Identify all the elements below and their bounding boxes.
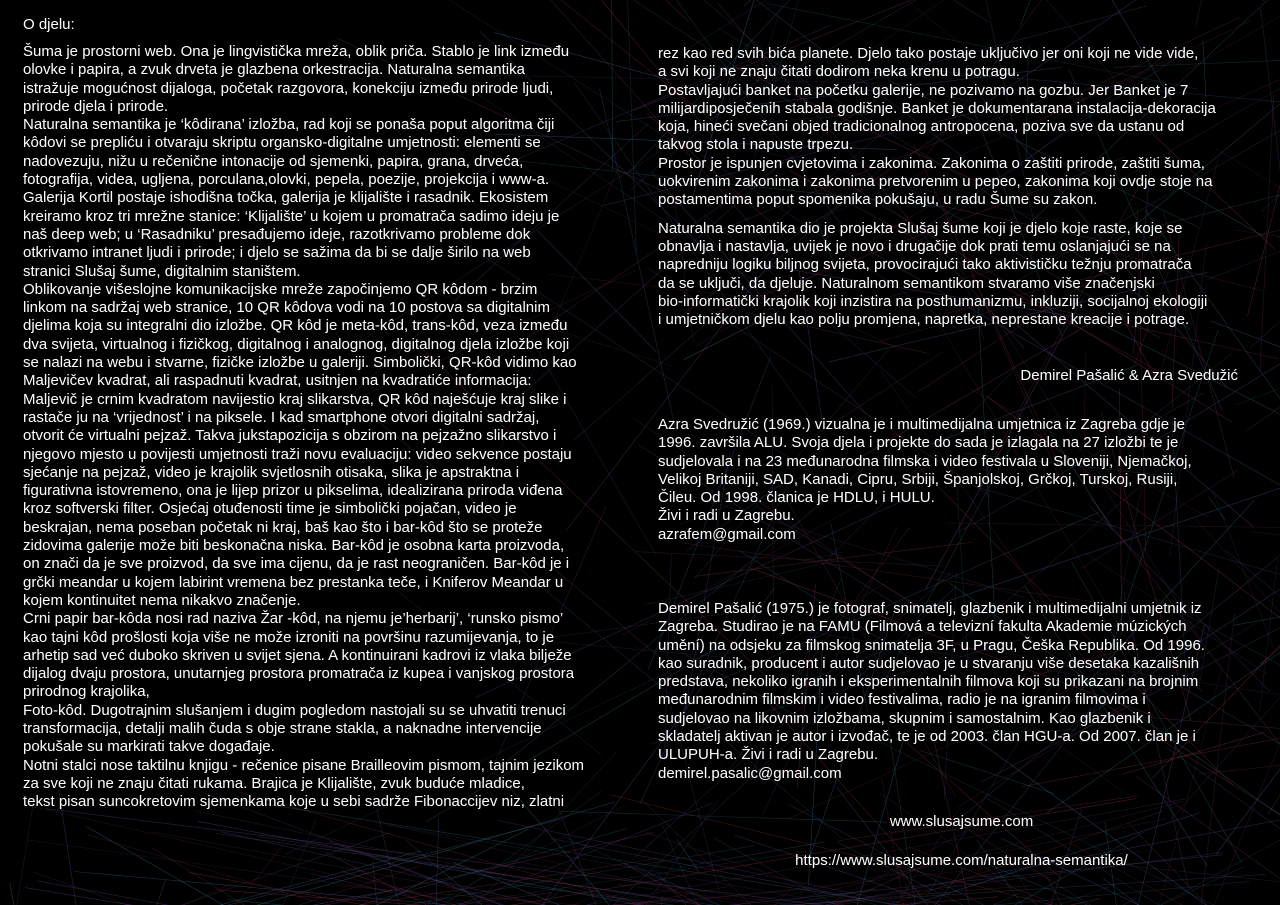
background-line — [1099, 0, 1265, 2]
background-line — [87, 827, 310, 905]
background-line — [636, 552, 941, 566]
bio-text: Azra Svedružić (1969.) vizualna je i multimedijalna umjetnica iz Zagreba gdje je 1996. završila ALU. Svoja djela i projekte do sada je izlagala na 27 izložbi te je sudjelovala i na 23 međunarodna filmska i video festivala u Sloveniji, Njemačkoj, Velikoj Britaniji, SAD, Kanadi, Cipru, Srbiji, Španjolskoj, Grčkoj, Turskoj, Rusiji, Čileu. Od 1998. članica je HDLU, i HULU. — [658, 416, 1192, 507]
project-page-link[interactable]: https://www.slusajsume.com/naturalna-semantika/ — [795, 852, 1128, 869]
bio-text: Demirel Pašalić (1975.) je fotograf, snimatelj, glazbenik i multimedijalni umjetnik iz Zagreba. Studirao je na FAMU (Filmová a televizní fakulta Akademie múzických umění) na odsjeku za filmskog snimatelja 3F, u Pragu, Češka Republika. Od 1996. kao suradnik, producent i autor sudjelovao je u stvaranju više desetaka kazališnih predstava, nekoliko igranih i eksperimentalnih filmova koji su prikazani na brojnim međunarodnim filmskim i video festivalima, radio je na igranim filmovima i sudjelovao na likovnim izložbama, skupnim i samostalnim. Kao glazbenik i skladatelj aktivan je autor i izvođač, te je od 2003. član HGU-a. Od 2007. član je i ULUPUH-a. Živi i radi u Zagrebu. — [658, 600, 1205, 764]
paragraph: rez kao red svih bića planete. Djelo tako postaje uključivo jer oni koji ne vide vide, a svi koji ne znaju čitati dodirom neka krenu u potragu. — [658, 45, 1199, 81]
background-line — [1247, 315, 1280, 430]
background-line — [1146, 354, 1232, 423]
paragraph: Naturalna semantika dio je projekta Slušaj šume koji je djelo koje raste, koje se obnavlja i nastavlja, uvijek je novo i drugačije dok prati temu oslanjajući se na napredniju logiku biljnog svijeta, provocirajući tako aktivističku težnju promatrača da se uključi, da djeluje. Naturalnom semantikom stvaramo više značenjski bio-informatički krajolik koji inzistira na posthumanizmu, inkluziji, socijalnoj ekologiji i umjetničkom djelu kao polju promjena, napretka, neprestane kreacije i potrage. — [658, 219, 1208, 329]
background-line — [1027, 898, 1136, 905]
page-heading: O djelu: — [23, 16, 75, 33]
background-line — [53, 890, 392, 905]
paragraph: Foto-kôd. Dugotrajnim slušanjem i dugim pogledom nastojali su se uhvatiti trenuci transformacija, detalji malih čuda s obje strane stakla, a naknadne intervencije pokušale su markirati takve događaje. — [23, 701, 566, 756]
email-azra: azrafem@gmail.com — [658, 525, 796, 543]
paragraph: Naturalna semantika je ‘kôdirana’ izložba, rad koji se ponaša poput algoritma čiji kôdovi se prepliću i otvaraju skriptu organsko-digitalne umjetnosti: elementi se nadovezuju, nižu u rečenične intonacije od sjemenki, papira, grana, drveća, fotografija, videa, ugljena, porculana,olovki, pepela, poezije, projekcija i www-a. Galerija Kortil postaje ishodišna točka, galerija je klijalište i rasadnik. Ekosistem kreiramo kroz tri mrežne stanice: ‘Klijalište’ u kojem u promatrača sadimo ideju je naš deep web; u ‘Rasadniku’ presađujemo ideje, razotkrivamo probleme dok otkrivamo intranet ljudi i prirode; i djelo se sažima da bi se dalje širilo na web stranici Slušaj šume, digitalnim staništem. — [23, 116, 560, 280]
right-text-column — [658, 45, 1273, 329]
bio-azra-svedruzic — [658, 416, 1258, 544]
background-line — [612, 795, 1254, 905]
bio-demirel-pasalic — [658, 600, 1258, 783]
paragraph: Oblikovanje višeslojne komunikacijske mreže započinjemo QR kôdom - brzim linkom na sadržaj web stranice, 10 QR kôdova vodi na 10 postova sa digitalnim djelima koja su integralni dio izložbe. QR kôd je meta-kôd, trans-kôd, veza između dva svijeta, virtualnog i fizičkog, digitalnog i analognog, digitalnog djela izložbe koji se nalazi na webu i stvarne, fizičke izložbe u galeriji. Simbolički, QR-kôd vidimo kao Maljevičev kvadrat, ali raspadnuti kvadrat, usitnjen na kvadratiće informacija: Maljevič je crnim kvadratom navijestio kraj slikarstva, QR kôd naješćuje kraj slike i rastače ju na ‘vrijednost’ i na piksele. I kad smartphone otvori digitalni sadržaj, otvorit će virtualni pejzaž. Takva jukstapozicija s obzirom na pejzažno slikarstvo i njegovo mjesto u povijesti umjetnosti traži novu evaluaciju: video sekvence postaju sjećanje na pejzaž, video je krajolik svjetlosnih otisaka, slika je apstraktna i figurativna istovremeno, ona je lijep prizor u pikselima, idealizirana priroda viđena kroz softverski filter. Osjećaj otuđenosti time je simbolički pojačan, video je beskrajan, nema poseban početak ni kraj, baš kao što i bar-kôd što se proteže zidovima galerije može biti beskonačna niska. Bar-kôd je osobna karta proizvoda, on znači da je sve proizvod, da sve ima cijenu, da je rast neograničen. Bar-kôd je i grčki meandar u kojem labirint vremena bez prestanka teče, i Kniferov Meandar u kojem kontinuitet nema nikakvo značenje. — [23, 280, 577, 609]
authors-signature: Demirel Pašalić & Azra Svedužić — [1020, 367, 1238, 384]
background-line — [1276, 235, 1280, 419]
left-text-column — [23, 43, 643, 811]
background-line — [406, 841, 540, 905]
background-line — [9, 799, 34, 905]
paragraph: Postavljajući banket na početku galerije, ne pozivamo na gozbu. Jer Banket je 7 milijardiposječenih stabala godišnje. Banket je dokumentarana instalacija-dekoracija koja, hineći svečani objed tradicionalnog antropocena, poziva sve da ustanu od takvog stola i napuste trpezu. — [658, 81, 1216, 154]
background-line — [435, 819, 439, 905]
background-line — [744, 0, 905, 6]
bio-text: Živi i radi u Zagrebu. — [658, 507, 795, 525]
paragraph: Prostor je ispunjen cvjetovima i zakonima. Zakonima o zaštiti prirode, zaštiti šuma, uokvirenim zakonima i zakonima pretvorenim u pepeo, zakonima koji ovdje stoje na postamentima poput spomenika pokušaju, u radu Šume su zakon. — [658, 154, 1213, 209]
background-line — [830, 0, 989, 22]
paragraph: Notni stalci nose taktilnu knjigu - rečenice pisane Brailleovim pismom, tajnim jezikom za sve koji ne znaju čitati rukama. Brajica je Klijalište, zvuk buduće mladice, tekst pisan suncokretovim sjemenkama koje u sebi sadrže Fibonaccijev niz, zlatni — [23, 756, 585, 811]
website-link[interactable]: www.slusajsume.com — [889, 813, 1034, 830]
background-line — [100, 833, 653, 905]
paragraph: Crni papir bar-kôda nosi rad naziva Žar -kôd, na njemu je’herbarij’, ‘runsko pismo’ kao tajni kôd prošlosti koja više ne može izroniti na površinu razumijevanja, to je arhetip sad već duboko skriven u svijet sjena. A kontinuirani kadrovi iz vlaka bilježe dijalog dvaju prostora, unutarnjeg prostora promatrača iz kupea i vanjskog prostora prirodnog krajolika, — [23, 610, 575, 701]
email-demirel: demirel.pasalic@gmail.com — [658, 764, 842, 782]
background-line — [1196, 0, 1229, 26]
background-line — [73, 881, 237, 905]
background-line — [185, 829, 626, 905]
background-line — [467, 895, 596, 905]
background-line — [139, 880, 165, 905]
paragraph: Šuma je prostorni web. Ona je lingvistička mreža, oblik priča. Stablo je link između olovke i papira, a zvuk drveta je glazbena orkestracija. Naturalna semantika istražuje mogućnost dijaloga, početak razgovora, konekciju između prirode ljudi, prirode djela i prirode. — [23, 43, 570, 115]
background-line — [645, 560, 837, 604]
background-line — [10, 883, 23, 905]
background-line — [695, 542, 971, 576]
